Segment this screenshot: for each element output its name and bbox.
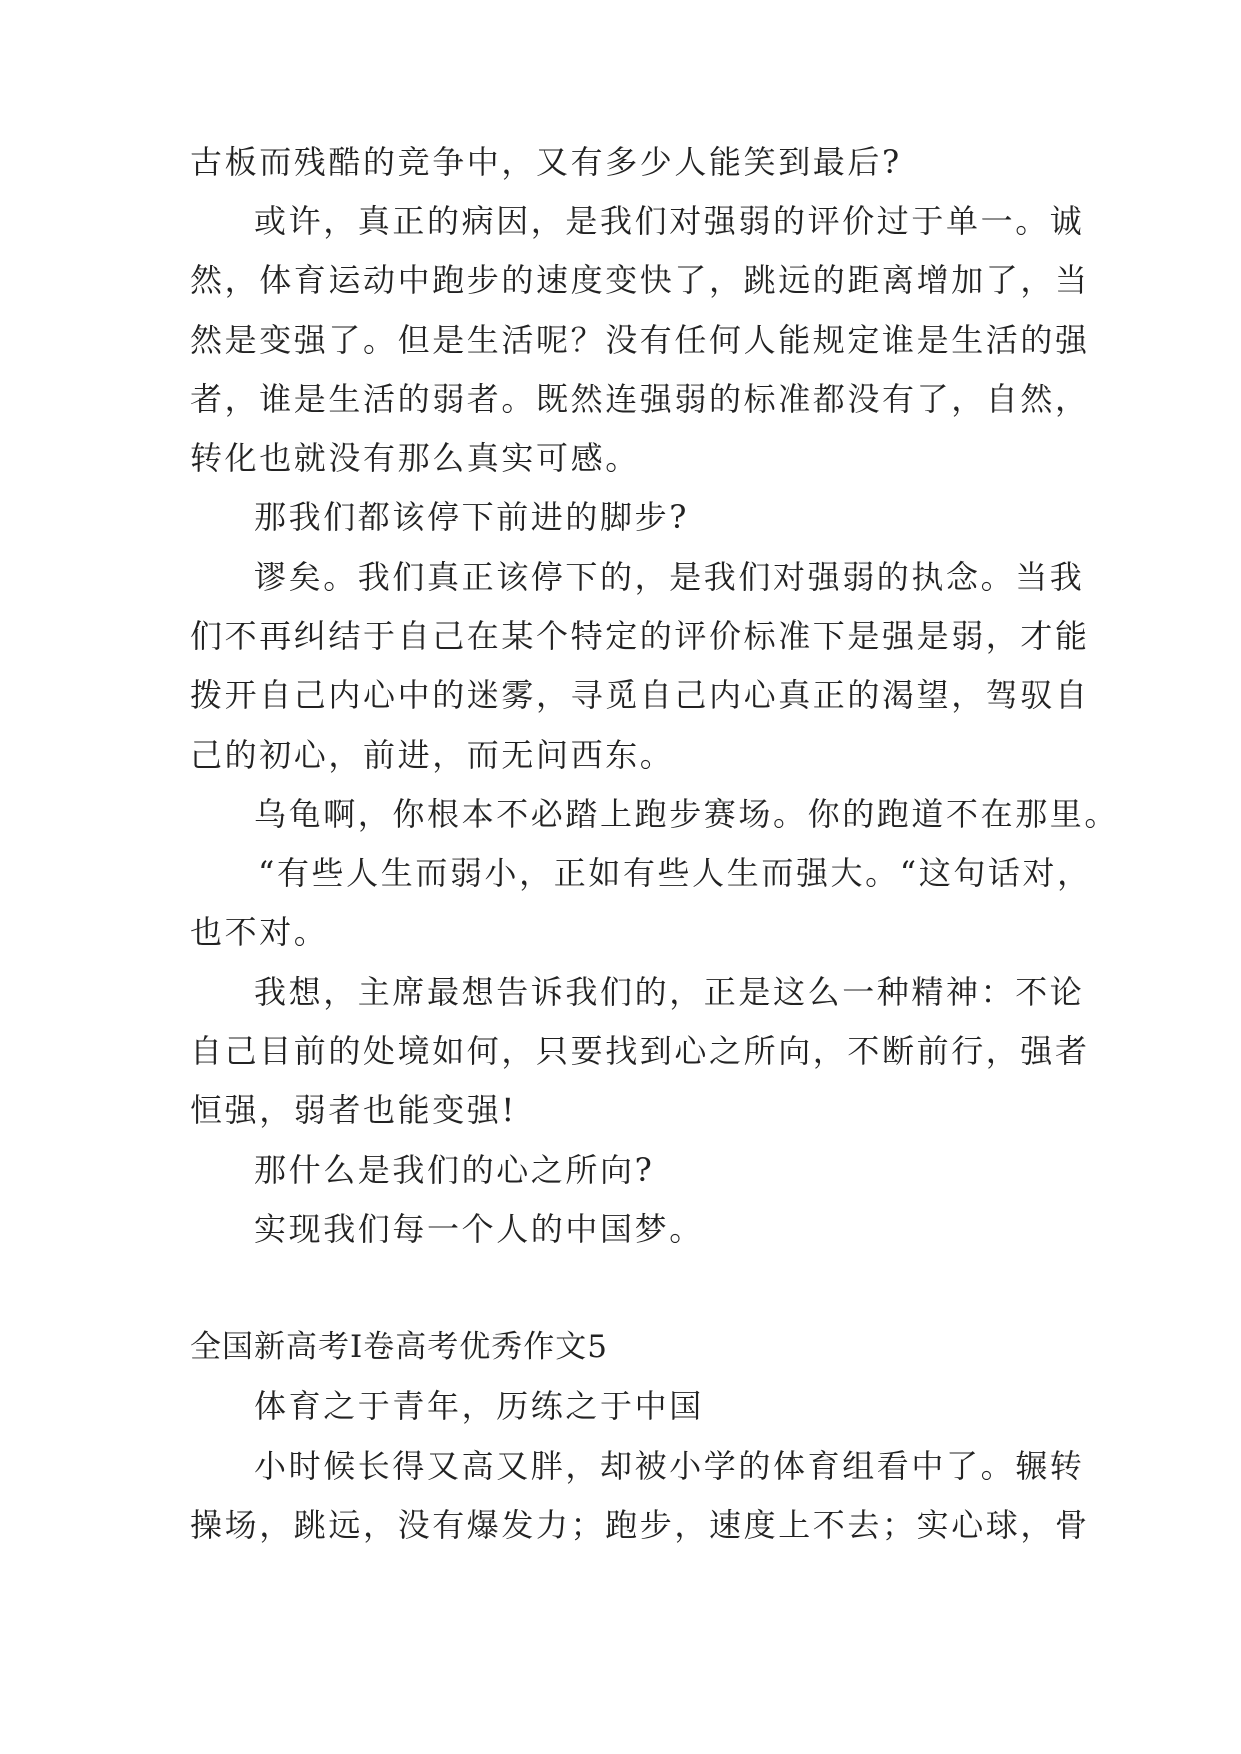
paragraph-line: 我想，主席最想告诉我们的，正是这么一种精神：不论: [254, 973, 1085, 1011]
paragraph-line: 己的初心，前进，而无问西东。: [190, 736, 675, 774]
paragraph-line: 那什么是我们的心之所向?: [254, 1151, 655, 1189]
paragraph-line: 然是变强了。但是生活呢？没有任何人能规定谁是生活的强: [190, 321, 1090, 359]
paragraph-line: 也不对。: [190, 913, 329, 951]
paragraph-line: 实现我们每一个人的中国梦。: [254, 1210, 704, 1248]
paragraph-line: “有些人生而弱小，正如有些人生而强大。“这句话对，: [258, 854, 1092, 892]
paragraph-line: 然，体育运动中跑步的速度变快了，跳远的距离增加了，当: [190, 261, 1090, 299]
paragraph-line: 拨开自己内心中的迷雾，寻觅自己内心真正的渴望，驾驭自: [190, 676, 1090, 714]
paragraph-line: 古板而残酷的竞争中，又有多少人能笑到最后?: [190, 143, 902, 181]
paragraph-line: 那我们都该停下前进的脚步?: [254, 498, 689, 536]
section-heading: 全国新高考Ⅰ卷高考优秀作文5: [190, 1329, 608, 1365]
paragraph-line: 自己目前的处境如何，只要找到心之所向，不断前行，强者: [190, 1032, 1090, 1070]
paragraph-line: 转化也就没有那么真实可感。: [190, 439, 640, 477]
paragraph-line: 者，谁是生活的弱者。既然连强弱的标准都没有了，自然，: [190, 380, 1090, 418]
essay-title: 体育之于青年，历练之于中国: [254, 1387, 704, 1425]
paragraph-line: 恒强，弱者也能变强!: [190, 1091, 517, 1129]
paragraph-line: 或许，真正的病因，是我们对强弱的评价过于单一。诚: [254, 202, 1085, 240]
paragraph-line: 们不再纠结于自己在某个特定的评价标准下是强是弱，才能: [190, 617, 1090, 655]
paragraph-line: 谬矣。我们真正该停下的，是我们对强弱的执念。当我: [254, 558, 1085, 596]
paragraph-line: 乌龟啊，你根本不必踏上跑步赛场。你的跑道不在那里。: [254, 795, 1120, 833]
paragraph-line: 小时候长得又高又胖，却被小学的体育组看中了。辗转: [254, 1447, 1085, 1485]
paragraph-line: 操场，跳远，没有爆发力；跑步，速度上不去；实心球，骨: [190, 1506, 1090, 1544]
